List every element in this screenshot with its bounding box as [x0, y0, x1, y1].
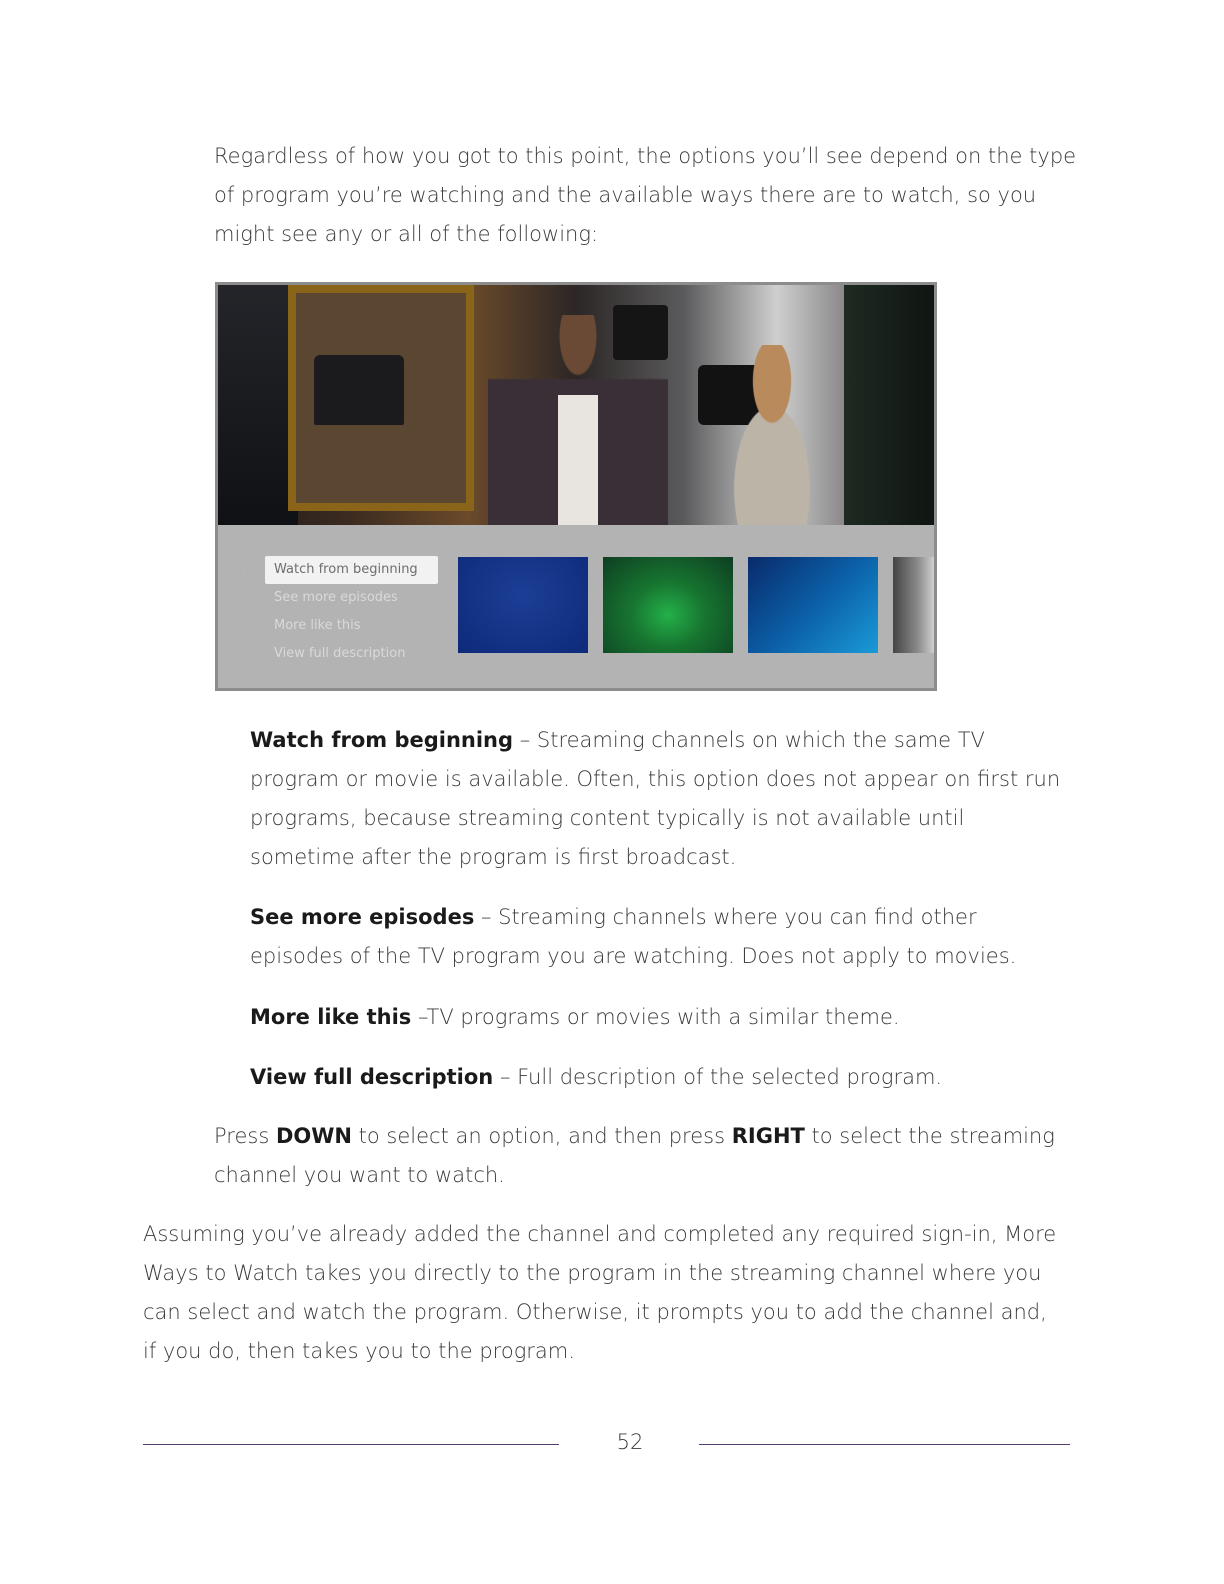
definition-text: –TV programs or movies with a similar theme. — [411, 1005, 900, 1029]
definition-text: – Streaming channels on which the same TV program or movie is available. Often, this option does not appear on first run programs, because streaming content typically is not available until sometime after the program is first broadcast. — [250, 728, 1061, 869]
more-ways-to-watch-screenshot — [215, 282, 937, 691]
footer-rule-left — [143, 1444, 559, 1445]
chevron-left-icon: ‹ — [240, 561, 249, 586]
page-number: 52 — [616, 1430, 644, 1454]
definition-more-like-this — [250, 998, 1070, 1037]
press-text: to select an option, and then press — [351, 1124, 732, 1148]
definition-term: More like this — [250, 1005, 412, 1029]
menu-item-see-more-episodes: See more episodes — [274, 590, 398, 605]
key-right: RIGHT — [731, 1124, 805, 1148]
key-down: DOWN — [275, 1124, 352, 1148]
press-instructions — [214, 1117, 1084, 1195]
tv-scene-image — [218, 285, 934, 525]
definition-term: Watch from beginning — [250, 728, 514, 752]
assume-paragraph: Assuming you’ve already added the channel and completed any required sign-in, More Ways to Watch takes you directly to the program in the streaming channel where you can select and watch the program. Otherwise, it prompts you to add the channel and, if you do, then takes you to the program. — [143, 1222, 1057, 1363]
definition-see-more-episodes — [250, 898, 1070, 976]
definition-watch-from-beginning — [250, 721, 1070, 877]
channel-tile — [458, 557, 588, 653]
footer-rule-right — [699, 1444, 1070, 1445]
intro-paragraph: Regardless of how you got to this point, the options you’ll see depend on the type of program you’re watching and the available ways there are to watch, so you might see any or all of the following: — [214, 144, 1077, 246]
definition-text: – Streaming channels where you can find other episodes of the TV program you are watching. Does not apply to movies. — [250, 905, 1017, 968]
channel-tile — [748, 557, 878, 653]
options-menu — [265, 556, 445, 668]
menu-item-more-like-this: More like this — [274, 618, 361, 633]
definition-view-full-description — [250, 1058, 1070, 1097]
press-text: to select the streaming channel you want to watch. — [214, 1124, 1055, 1187]
definition-text: – Full description of the selected program. — [493, 1065, 943, 1089]
menu-item-view-full-description: View full description — [274, 646, 406, 661]
channel-tile — [603, 557, 733, 653]
menu-item-watch-from-beginning: Watch from beginning — [265, 556, 438, 584]
channel-tile — [893, 557, 934, 653]
definition-term: View full description — [250, 1065, 494, 1089]
definition-term: See more episodes — [250, 905, 475, 929]
press-text: Press — [214, 1124, 276, 1148]
